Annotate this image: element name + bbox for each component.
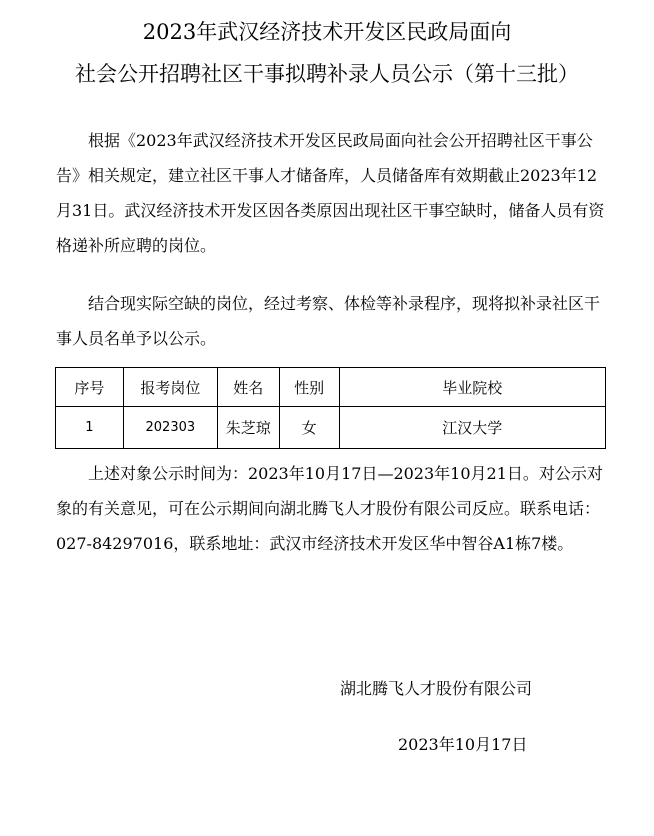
signature-date: 2023年10月17日 [398,735,528,754]
paragraph-regulation [56,123,608,263]
signature-organization: 湖北腾飞人才股份有限公司 [340,679,533,698]
header-name: 姓名 [217,368,279,407]
cell-serial: 1 [56,407,124,449]
paragraph-regulation-text: 根据《2023年武汉经济技术开发区民政局面向社会公开招聘社区干事公告》相关规定，建立社区干事人才储备库，人员储备库有效期截止2023年12月31日。武汉经济技术开发区因各类原因出现社区干事空缺时，储备人员有资格递补所应聘的岗位。 [56,131,605,255]
paragraph-supplement-text: 结合现实际空缺的岗位，经过考察、体检等补录程序，现将拟补录社区干事人员名单予以公示。 [56,294,601,348]
candidate-table [55,367,606,449]
table-header-row [56,368,606,407]
header-serial: 序号 [56,368,124,407]
header-school: 毕业院校 [339,368,605,407]
paragraph-publicity [56,456,608,561]
cell-gender: 女 [279,407,339,449]
cell-school: 江汉大学 [339,407,605,449]
notice-title-line-1: 2023年武汉经济技术开发区民政局面向 [142,20,512,44]
header-gender: 性别 [279,368,339,407]
cell-position: 202303 [123,407,217,449]
cell-name: 朱芝琼 [217,407,279,449]
header-position: 报考岗位 [123,368,217,407]
notice-title-line-2: 社会公开招聘社区干事拟聘补录人员公示（第十三批） [75,62,579,86]
table-row [56,407,606,449]
paragraph-supplement [56,286,608,356]
paragraph-publicity-text: 上述对象公示时间为：2023年10月17日—2023年10月21日。对公示对象的有关意见，可在公示期间向湖北腾飞人才股份有限公司反应。联系电话：027-84297016，联系地址：武汉市经济技术开发区华中智谷A1栋7楼。 [56,464,603,553]
